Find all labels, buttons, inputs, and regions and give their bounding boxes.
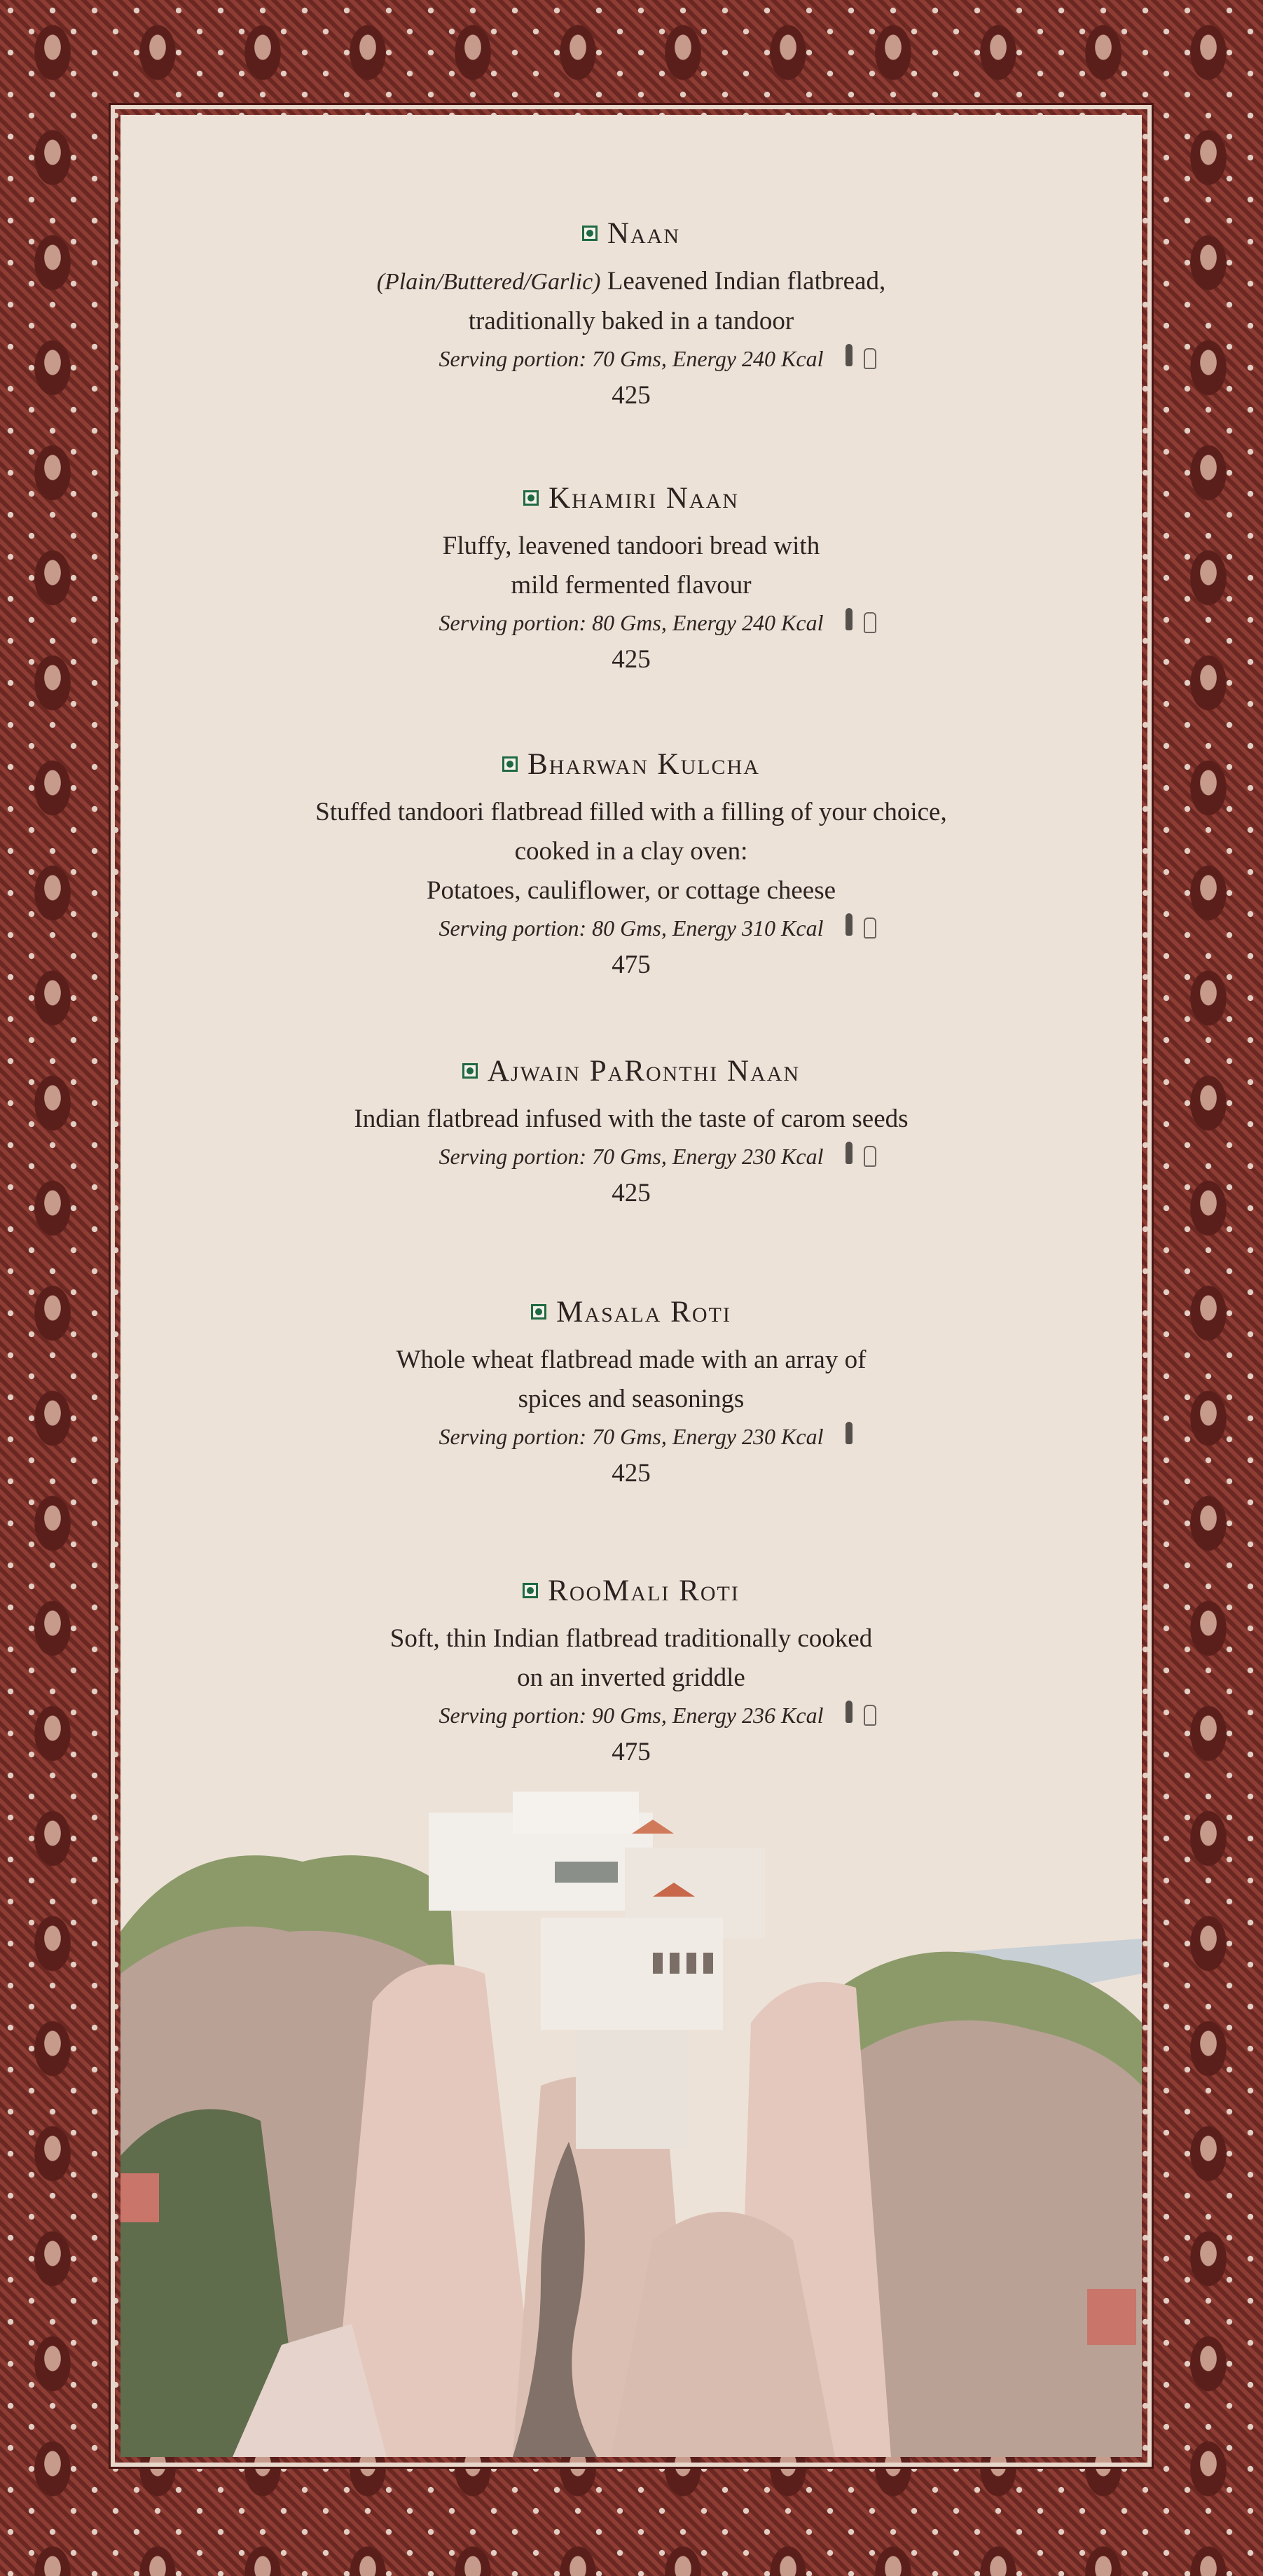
- gluten-icon: [846, 913, 853, 936]
- menu-item-description: cooked in a clay oven:: [514, 837, 748, 866]
- allergen-icons: [846, 1422, 853, 1444]
- serving-info: [439, 605, 824, 640]
- menu-item-price: 475: [612, 1738, 651, 1766]
- menu-item-title: [523, 1570, 740, 1611]
- menu-item-name: Khamiri Naan: [548, 481, 739, 515]
- menu-item-price: 425: [612, 1459, 651, 1488]
- veg-mark-icon: [462, 1063, 478, 1079]
- serving-text: Serving portion: 90 Gms, Energy 236 Kcal: [439, 1703, 824, 1728]
- menu-item: [120, 478, 1142, 679]
- allergen-icons: [846, 1701, 876, 1726]
- menu-item-price: 425: [612, 645, 651, 674]
- menu-item-name: Masala Roti: [556, 1295, 731, 1329]
- serving-info: [439, 910, 824, 946]
- veg-mark-icon: [582, 226, 598, 241]
- description-variants: (Plain/Buttered/Garlic): [376, 269, 601, 295]
- menu-item-description: [120, 262, 1142, 302]
- menu-item-title: [502, 744, 760, 784]
- gluten-icon: [846, 1422, 853, 1444]
- gluten-icon: [846, 1701, 853, 1723]
- menu-item-description: traditionally baked in a tandoor: [468, 307, 794, 335]
- allergen-icons: [846, 344, 876, 369]
- serving-info: [439, 1698, 824, 1733]
- description-text: Leavened Indian flatbread,: [607, 267, 886, 296]
- menu-item-description: Fluffy, leavened tandoori bread with: [442, 532, 820, 560]
- serving-info: [439, 1419, 824, 1454]
- menu-item-description: Stuffed tandoori flatbread filled with a filling of your choice,: [315, 798, 947, 826]
- menu-item: [120, 1051, 1142, 1213]
- menu-item-name: RooMali Roti: [548, 1574, 740, 1607]
- gluten-icon: [846, 344, 853, 366]
- serving-text: Serving portion: 80 Gms, Energy 310 Kcal: [439, 915, 824, 941]
- serving-text: Serving portion: 70 Gms, Energy 240 Kcal: [439, 346, 824, 371]
- menu-item: [120, 1292, 1142, 1493]
- veg-mark-icon: [531, 1304, 546, 1320]
- fort-landscape-illustration: [120, 1792, 1142, 2457]
- menu-item-description: Potatoes, cauliflower, or cottage cheese: [426, 876, 836, 905]
- veg-mark-icon: [523, 490, 539, 506]
- menu-item-description: mild fermented flavour: [511, 571, 752, 600]
- dairy-icon: [864, 917, 876, 939]
- menu-item-name: Ajwain PaRonthi Naan: [487, 1054, 801, 1088]
- dairy-icon: [864, 348, 876, 369]
- allergen-icons: [846, 1142, 876, 1167]
- serving-text: Serving portion: 70 Gms, Energy 230 Kcal: [439, 1424, 824, 1449]
- menu-item-description: on an inverted griddle: [517, 1663, 745, 1692]
- menu-item-price: 475: [612, 950, 651, 979]
- serving-info: [439, 1139, 824, 1174]
- gluten-icon: [846, 1142, 853, 1164]
- menu-item-name: Naan: [607, 216, 681, 250]
- menu-item-title: [531, 1292, 731, 1332]
- allergen-icons: [846, 913, 876, 939]
- menu-item-name: Bharwan Kulcha: [527, 747, 760, 781]
- menu-item-description: Indian flatbread infused with the taste of carom seeds: [354, 1105, 909, 1133]
- dairy-icon: [864, 1705, 876, 1726]
- menu-item-title: [462, 1051, 800, 1091]
- menu-item: [120, 744, 1142, 985]
- serving-info: [439, 341, 824, 376]
- menu-item-description: spices and seasonings: [518, 1385, 745, 1413]
- serving-text: Serving portion: 80 Gms, Energy 240 Kcal: [439, 610, 824, 635]
- menu-item-description: Soft, thin Indian flatbread traditionally cooked: [389, 1624, 873, 1653]
- allergen-icons: [846, 608, 876, 633]
- menu-item: [120, 213, 1142, 415]
- serving-text: Serving portion: 70 Gms, Energy 230 Kcal: [439, 1144, 824, 1169]
- menu-item: [120, 1570, 1142, 1772]
- dairy-icon: [864, 612, 876, 633]
- menu-page: [120, 115, 1142, 2457]
- menu-item-title: [523, 478, 739, 518]
- veg-mark-icon: [502, 756, 518, 772]
- gluten-icon: [846, 608, 853, 630]
- veg-mark-icon: [523, 1583, 538, 1598]
- menu-item-title: [582, 213, 680, 254]
- menu-item-price: 425: [612, 381, 651, 410]
- menu-item-description: Whole wheat flatbread made with an array of: [396, 1345, 867, 1374]
- dairy-icon: [864, 1146, 876, 1167]
- menu-item-price: 425: [612, 1179, 651, 1207]
